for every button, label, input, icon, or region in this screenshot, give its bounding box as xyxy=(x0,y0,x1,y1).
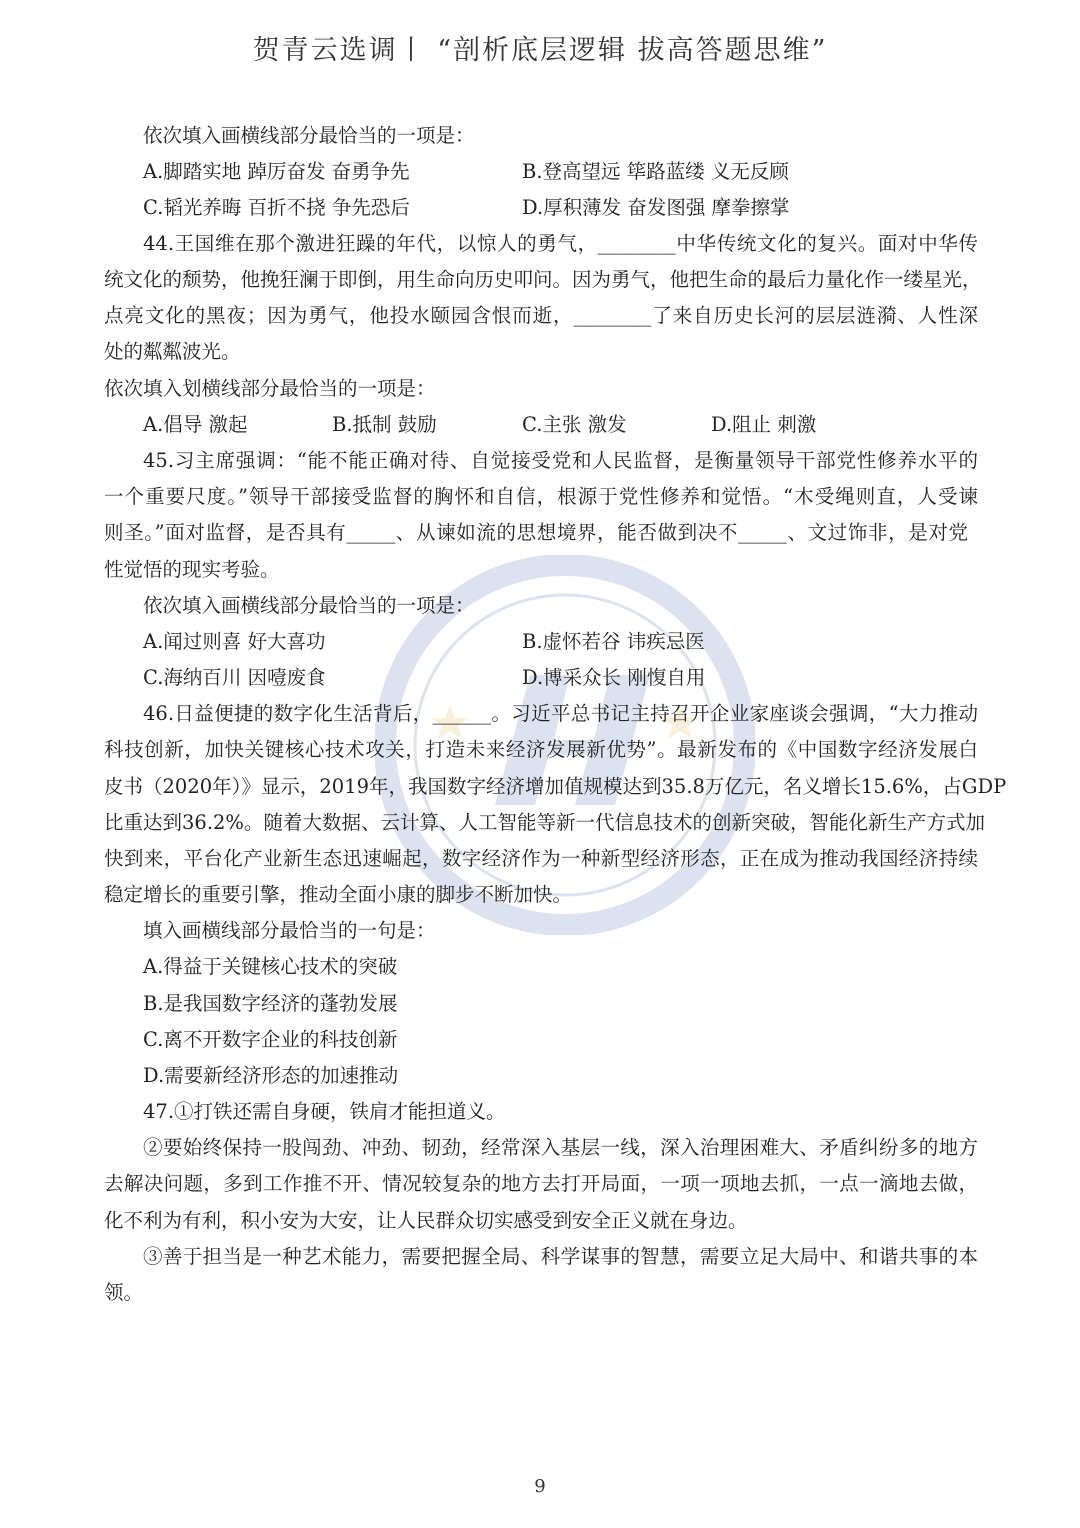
paragraph-line: ③善于担当是一种艺术能力，需要把握全局、科学谋事的智慧，需要立足大局中、和谐共事的本 xyxy=(143,1245,978,1268)
paragraph-line: 46.日益便捷的数字化生活背后，______。习近平总书记主持召开企业家座谈会强调，“大力推动 xyxy=(143,702,978,725)
option-b: B.抵制 鼓励 xyxy=(332,413,437,436)
paragraph-line: 处的粼粼波光。 xyxy=(104,340,241,363)
option-b: B.虚怀若谷 讳疾忌医 xyxy=(522,630,705,653)
question-prompt: 依次填入画横线部分最恰当的一项是： xyxy=(143,124,475,147)
paragraph-line: 科技创新，加快关键核心技术攻关，打造未来经济发展新优势”。最新发布的《中国数字经济发展白 xyxy=(104,738,978,761)
option-d: D.厚积薄发 奋发图强 摩拳擦掌 xyxy=(522,196,790,219)
page-header: 贺青云选调丨 “剖析底层逻辑 拔高答题思维” xyxy=(252,35,828,66)
option-a: A.闻过则喜 好大喜功 xyxy=(143,630,326,653)
option-b: B.是我国数字经济的蓬勃发展 xyxy=(143,992,398,1015)
question-prompt: 依次填入划横线部分最恰当的一项是： xyxy=(104,377,436,400)
option-d: D.需要新经济形态的加速推动 xyxy=(143,1064,399,1087)
paragraph-line: 45.习主席强调：“能不能正确对待、自觉接受党和人民监督，是衡量领导干部党性修养水平的 xyxy=(143,449,978,472)
paragraph-line: 领。 xyxy=(104,1281,144,1304)
paragraph-line: 一个重要尺度。”领导干部接受监督的胸怀和自信，根源于党性修养和觉悟。“木受绳则直，人受谏 xyxy=(104,485,978,508)
paragraph-line: 47.①打铁还需自身硬，铁肩才能担道义。 xyxy=(143,1100,506,1123)
paragraph-line: 性觉悟的现实考验。 xyxy=(104,558,280,581)
option-c: C.海纳百川 因噎废食 xyxy=(143,666,326,689)
paragraph-line: ②要始终保持一股闯劲、冲劲、韧劲，经常深入基层一线，深入治理困难大、矛盾纠纷多的地方 xyxy=(143,1136,978,1159)
page-number: 9 xyxy=(534,1476,546,1497)
option-d: D.阻止 刺激 xyxy=(711,413,817,436)
option-a: A.脚踏实地 踔厉奋发 奋勇争先 xyxy=(143,160,410,183)
paragraph-line: 比重达到36.2%。随着大数据、云计算、人工智能等新一代信息技术的创新突破，智能化新生产方式加 xyxy=(104,811,985,834)
option-d: D.博采众长 刚愎自用 xyxy=(522,666,706,689)
question-prompt: 依次填入画横线部分最恰当的一项是： xyxy=(143,594,475,617)
paragraph-line: 点亮文化的黑夜；因为勇气，他投水颐园含恨而逝，________了来自历史长河的层层涟漪、人性深 xyxy=(104,304,978,327)
paragraph-line: 去解决问题，多到工作推不开、情况较复杂的地方去打开局面，一项一项地去抓，一点一滴地去做， xyxy=(104,1172,978,1195)
question-prompt: 填入画横线部分最恰当的一句是： xyxy=(143,919,436,942)
paragraph-line: 快到来，平台化产业新生态迅速崛起，数字经济作为一种新型经济形态，正在成为推动我国经济持续 xyxy=(104,847,978,870)
option-a: A.倡导 激起 xyxy=(143,413,248,436)
paragraph-line: 44.王国维在那个激进狂躁的年代，以惊人的勇气，________中华传统文化的复兴。面对中华传 xyxy=(143,232,978,255)
paragraph-line: 稳定增长的重要引擎，推动全面小康的脚步不断加快。 xyxy=(104,883,573,906)
option-b: B.登高望远 筚路蓝缕 义无反顾 xyxy=(522,160,789,183)
option-c: C.韬光养晦 百折不挠 争先恐后 xyxy=(143,196,410,219)
option-a: A.得益于关键核心技术的突破 xyxy=(143,955,398,978)
option-c: C.主张 激发 xyxy=(522,413,627,436)
paragraph-line: 皮书（2020年）》显示，2019年，我国数字经济增加值规模达到35.8万亿元，名义增长15.6%，占GDP xyxy=(104,775,1007,798)
paragraph-line: 则圣。”面对监督，是否具有_____、从谏如流的思想境界，能否做到决不_____、文过饰非，是对党 xyxy=(104,521,968,544)
paragraph-line: 统文化的颓势，他挽狂澜于即倒，用生命向历史叩问。因为勇气，他把生命的最后力量化作一缕星光， xyxy=(104,268,982,291)
paragraph-line: 化不利为有利，积小安为大安，让人民群众切实感受到安全正义就在身边。 xyxy=(104,1209,748,1232)
option-c: C.离不开数字企业的科技创新 xyxy=(143,1028,398,1051)
